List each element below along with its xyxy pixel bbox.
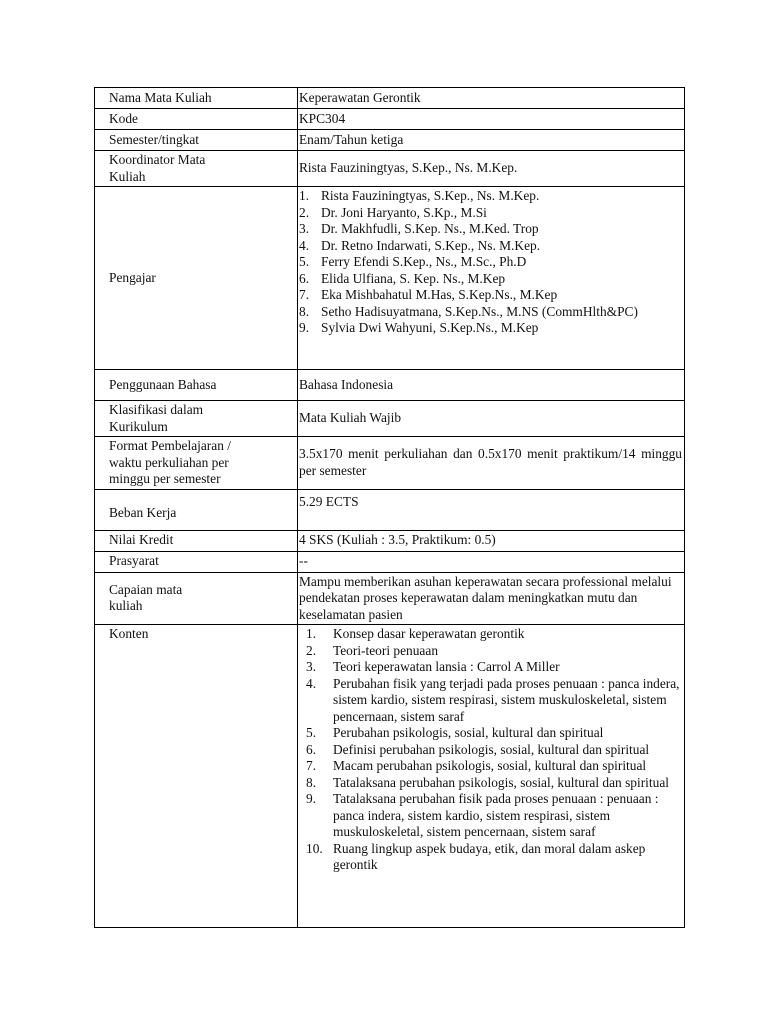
- pengajar-item-text: Rista Fauziningtyas, S.Kep., Ns. M.Kep.: [321, 188, 540, 203]
- konten-item-text: Perubahan fisik yang terjadi pada proses penuaan : panca indera, sistem kardio, sistem respirasi, sistem muskuloskeletal, sistem pencernaan, sistem saraf: [333, 675, 680, 724]
- label-kode: Kode: [95, 109, 298, 130]
- label-semester: Semester/tingkat: [95, 130, 298, 151]
- row-bahasa: [95, 370, 685, 401]
- label-prasyarat: Prasyarat: [95, 551, 298, 572]
- row-format: [95, 437, 685, 490]
- value-kode: KPC304: [298, 109, 685, 130]
- konten-item-number: 5.: [306, 725, 317, 740]
- pengajar-item-text: Dr. Makhfudli, S.Kep. Ns., M.Ked. Trop: [321, 221, 539, 236]
- value-format: 3.5x170 menit perkuliahan dan 0.5x170 menit praktikum/14 minggu per semester: [298, 437, 685, 490]
- pengajar-item-number: 8.: [299, 303, 310, 319]
- konten-item-text: Konsep dasar keperawatan gerontik: [333, 626, 525, 641]
- konten-item: [306, 643, 682, 660]
- label-capaian: [95, 572, 298, 625]
- pengajar-item: [299, 238, 682, 255]
- konten-item: [306, 742, 682, 759]
- label-format: [95, 437, 298, 490]
- konten-item: [306, 676, 682, 726]
- label-kredit: Nilai Kredit: [95, 530, 298, 551]
- konten-item-number: 9.: [306, 791, 317, 806]
- pengajar-item: [299, 271, 682, 288]
- konten-item-number: 3.: [306, 659, 317, 674]
- konten-item-number: 8.: [306, 774, 317, 790]
- konten-item: [306, 725, 682, 742]
- konten-item-text: Tatalaksana perubahan fisik pada proses penuaan : penuaan : panca indera, sistem kardio, sistem respirasi, sistem muskuloskeletal, sistem pencernaan, sistem saraf: [333, 791, 659, 839]
- label-format-line1: Format Pembelajaran /: [109, 438, 231, 453]
- label-klasifikasi-line1: Klasifikasi dalam: [109, 402, 204, 417]
- label-koordinator: [95, 151, 298, 187]
- konten-item: [306, 775, 682, 792]
- pengajar-item-number: 7.: [299, 287, 310, 302]
- row-nama: [95, 88, 685, 109]
- pengajar-item-number: 9.: [299, 320, 310, 335]
- label-format-line3: minggu per semester: [109, 471, 221, 486]
- pengajar-item-number: 6.: [299, 270, 310, 286]
- pengajar-item: [299, 188, 682, 205]
- pengajar-item: [299, 205, 682, 222]
- row-koordinator: [95, 151, 685, 187]
- value-kredit: 4 SKS (Kuliah : 3.5, Praktikum: 0.5): [298, 530, 685, 551]
- row-beban: [95, 489, 685, 530]
- pengajar-item-text: Elida Ulfiana, S. Kep. Ns., M.Kep: [321, 270, 506, 286]
- course-info-table: [94, 87, 685, 928]
- row-kode: [95, 109, 685, 130]
- konten-item-number: 1.: [306, 626, 317, 641]
- pengajar-item-text: Sylvia Dwi Wahyuni, S.Kep.Ns., M.Kep: [321, 320, 539, 335]
- konten-item-text: Teori keperawatan lansia : Carrol A Miller: [333, 659, 560, 674]
- konten-item-number: 7.: [306, 758, 317, 773]
- value-beban: 5.29 ECTS: [298, 489, 685, 530]
- konten-item-number: 6.: [306, 741, 317, 757]
- label-pengajar: Pengajar: [95, 187, 298, 370]
- pengajar-item: [299, 287, 682, 304]
- value-konten: [298, 625, 685, 928]
- pengajar-item-text: Dr. Retno Indarwati, S.Kep., Ns. M.Kep.: [321, 237, 541, 253]
- row-kredit: [95, 530, 685, 551]
- pengajar-item-text: Setho Hadisuyatmana, S.Kep.Ns., M.NS (CommHlth&PC): [321, 303, 638, 319]
- value-bahasa: Bahasa Indonesia: [298, 370, 685, 401]
- row-prasyarat: [95, 551, 685, 572]
- konten-item-text: Ruang lingkup aspek budaya, etik, dan moral dalam askep gerontik: [333, 840, 646, 872]
- konten-item: [306, 791, 682, 841]
- value-semester: Enam/Tahun ketiga: [298, 130, 685, 151]
- konten-item: [306, 626, 682, 643]
- konten-item-number: 2.: [306, 642, 317, 658]
- pengajar-item-number: 1.: [299, 188, 310, 203]
- value-koordinator: Rista Fauziningtyas, S.Kep., Ns. M.Kep.: [298, 151, 685, 187]
- row-semester: [95, 130, 685, 151]
- pengajar-item-number: 3.: [299, 221, 310, 236]
- value-prasyarat: --: [298, 551, 685, 572]
- label-bahasa: Penggunaan Bahasa: [95, 370, 298, 401]
- label-capaian-line1: Capaian mata: [109, 581, 183, 597]
- konten-item: [306, 758, 682, 775]
- konten-item-text: Macam perubahan psikologis, sosial, kultural dan spiritual: [333, 758, 647, 773]
- konten-item: [306, 841, 682, 874]
- pengajar-item-number: 2.: [299, 204, 310, 220]
- label-capaian-line2: kuliah: [109, 598, 143, 614]
- value-pengajar: [298, 187, 685, 370]
- konten-item-number: 10.: [306, 840, 323, 856]
- pengajar-item-text: Dr. Joni Haryanto, S.Kp., M.Si: [321, 204, 487, 220]
- pengajar-item-number: 5.: [299, 254, 310, 269]
- konten-item: [306, 659, 682, 676]
- label-klasifikasi-line2: Kurikulum: [109, 418, 168, 434]
- row-pengajar: [95, 187, 685, 370]
- pengajar-item: [299, 320, 682, 337]
- konten-item-text: Tatalaksana perubahan psikologis, sosial, kultural dan spiritual: [333, 774, 669, 790]
- konten-item-number: 4.: [306, 675, 317, 691]
- label-klasifikasi: [95, 401, 298, 437]
- label-format-line2: waktu perkuliahan per: [109, 454, 229, 470]
- pengajar-item: [299, 221, 682, 238]
- value-capaian: Mampu memberikan asuhan keperawatan secara professional melalui pendekatan proses keperawatan dalam meningkatkan mutu dan keselamatan pasien: [298, 572, 685, 625]
- pengajar-item-number: 4.: [299, 237, 310, 253]
- row-capaian: [95, 572, 685, 625]
- pengajar-list: [299, 188, 682, 337]
- pengajar-item: [299, 254, 682, 271]
- konten-item-text: Definisi perubahan psikologis, sosial, kultural dan spiritual: [333, 741, 650, 757]
- label-koordinator-line2: Kuliah: [109, 168, 146, 184]
- row-konten: [95, 625, 685, 928]
- value-klasifikasi: Mata Kuliah Wajib: [298, 401, 685, 437]
- pengajar-item-text: Eka Mishbahatul M.Has, S.Kep.Ns., M.Kep: [321, 287, 558, 302]
- label-nama: Nama Mata Kuliah: [95, 88, 298, 109]
- label-beban: Beban Kerja: [95, 489, 298, 530]
- pengajar-item-text: Ferry Efendi S.Kep., Ns., M.Sc., Ph.D: [321, 254, 527, 269]
- row-klasifikasi: [95, 401, 685, 437]
- value-nama: Keperawatan Gerontik: [298, 88, 685, 109]
- konten-item-text: Teori-teori penuaan: [333, 642, 439, 658]
- konten-list: [299, 626, 682, 874]
- pengajar-item: [299, 304, 682, 321]
- label-koordinator-line1: Koordinator Mata: [109, 152, 206, 167]
- label-konten: Konten: [95, 625, 298, 928]
- konten-item-text: Perubahan psikologis, sosial, kultural dan spiritual: [333, 725, 604, 740]
